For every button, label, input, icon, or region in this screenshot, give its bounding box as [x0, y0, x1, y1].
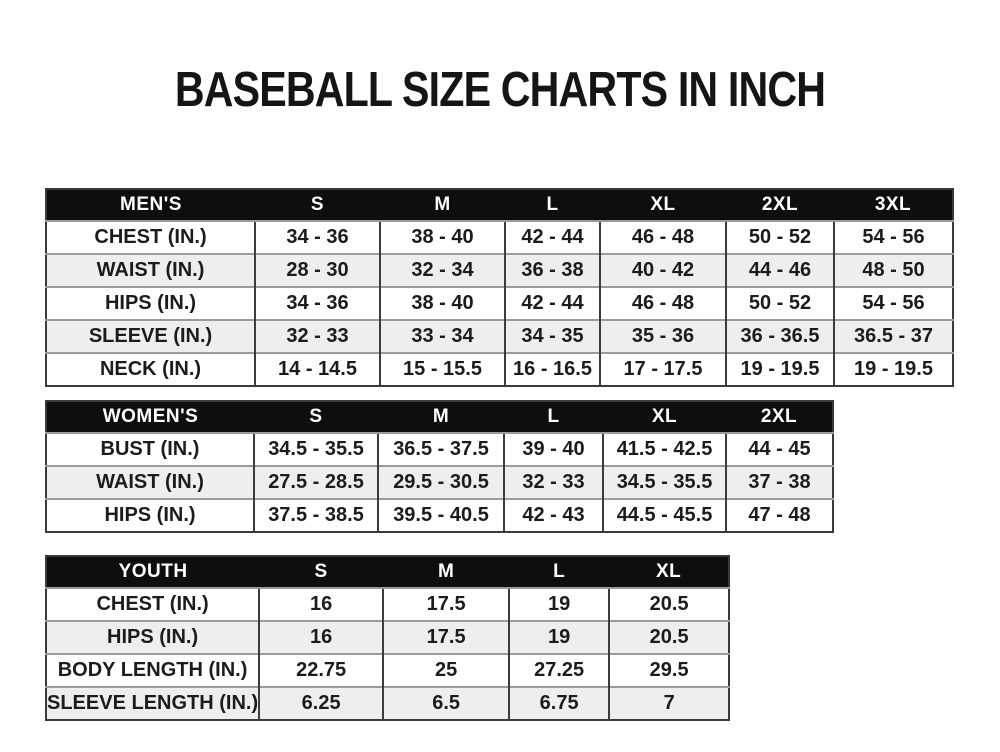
- table-row: [46, 466, 833, 499]
- measurement-value-cell: 38 - 40: [380, 221, 505, 254]
- measurement-value-cell: 17.5: [383, 588, 509, 621]
- measurement-label-cell: WAIST (IN.): [46, 254, 255, 287]
- measurement-value-cell: 7: [609, 687, 729, 720]
- measurement-value-cell: 6.5: [383, 687, 509, 720]
- measurement-label-cell: NECK (IN.): [46, 353, 255, 386]
- measurement-label-cell: BUST (IN.): [46, 433, 254, 466]
- measurement-value-cell: 34.5 - 35.5: [254, 433, 378, 466]
- table-row: [46, 320, 953, 353]
- womens-group-header: WOMEN'S: [46, 401, 254, 433]
- table-row: [46, 654, 729, 687]
- measurement-value-cell: 50 - 52: [726, 221, 834, 254]
- measurement-value-cell: 16: [259, 621, 383, 654]
- measurement-value-cell: 48 - 50: [834, 254, 953, 287]
- measurement-label-cell: HIPS (IN.): [46, 287, 255, 320]
- measurement-value-cell: 20.5: [609, 621, 729, 654]
- womens-size-table: [45, 400, 834, 533]
- measurement-value-cell: 46 - 48: [600, 287, 726, 320]
- measurement-value-cell: 29.5 - 30.5: [378, 466, 504, 499]
- measurement-value-cell: 37 - 38: [726, 466, 833, 499]
- size-column-header: M: [383, 556, 509, 588]
- mens-header-row: [46, 189, 953, 221]
- measurement-label-cell: CHEST (IN.): [46, 588, 259, 621]
- measurement-value-cell: 42 - 44: [505, 287, 600, 320]
- table-row: [46, 254, 953, 287]
- measurement-value-cell: 36.5 - 37: [834, 320, 953, 353]
- size-column-header: 2XL: [726, 189, 834, 221]
- measurement-value-cell: 40 - 42: [600, 254, 726, 287]
- table-row: [46, 353, 953, 386]
- measurement-value-cell: 32 - 33: [504, 466, 603, 499]
- measurement-value-cell: 19 - 19.5: [834, 353, 953, 386]
- measurement-value-cell: 32 - 34: [380, 254, 505, 287]
- measurement-value-cell: 16 - 16.5: [505, 353, 600, 386]
- measurement-value-cell: 20.5: [609, 588, 729, 621]
- womens-table: [45, 400, 834, 533]
- measurement-value-cell: 33 - 34: [380, 320, 505, 353]
- size-column-header: 3XL: [834, 189, 953, 221]
- measurement-label-cell: SLEEVE (IN.): [46, 320, 255, 353]
- measurement-value-cell: 15 - 15.5: [380, 353, 505, 386]
- measurement-value-cell: 35 - 36: [600, 320, 726, 353]
- size-column-header: XL: [600, 189, 726, 221]
- measurement-value-cell: 27.25: [509, 654, 609, 687]
- youth-header-row: [46, 556, 729, 588]
- measurement-label-cell: HIPS (IN.): [46, 621, 259, 654]
- measurement-value-cell: 42 - 43: [504, 499, 603, 532]
- womens-header-row: [46, 401, 833, 433]
- size-column-header: S: [259, 556, 383, 588]
- mens-size-table: [45, 188, 954, 387]
- measurement-value-cell: 6.25: [259, 687, 383, 720]
- size-column-header: L: [504, 401, 603, 433]
- table-row: [46, 588, 729, 621]
- measurement-value-cell: 27.5 - 28.5: [254, 466, 378, 499]
- youth-table: [45, 555, 730, 721]
- table-row: [46, 433, 833, 466]
- measurement-value-cell: 39 - 40: [504, 433, 603, 466]
- measurement-label-cell: SLEEVE LENGTH (IN.): [46, 687, 259, 720]
- measurement-value-cell: 47 - 48: [726, 499, 833, 532]
- measurement-value-cell: 19: [509, 588, 609, 621]
- measurement-value-cell: 44.5 - 45.5: [603, 499, 726, 532]
- mens-table: [45, 188, 954, 387]
- measurement-value-cell: 17 - 17.5: [600, 353, 726, 386]
- measurement-value-cell: 54 - 56: [834, 221, 953, 254]
- page-title: BASEBALL SIZE CHARTS IN INCH: [174, 63, 826, 117]
- size-column-header: XL: [603, 401, 726, 433]
- measurement-value-cell: 41.5 - 42.5: [603, 433, 726, 466]
- measurement-value-cell: 19: [509, 621, 609, 654]
- size-column-header: M: [380, 189, 505, 221]
- measurement-value-cell: 34 - 35: [505, 320, 600, 353]
- size-column-header: S: [255, 189, 380, 221]
- measurement-value-cell: 34 - 36: [255, 221, 380, 254]
- measurement-value-cell: 22.75: [259, 654, 383, 687]
- measurement-label-cell: BODY LENGTH (IN.): [46, 654, 259, 687]
- table-row: [46, 287, 953, 320]
- measurement-value-cell: 19 - 19.5: [726, 353, 834, 386]
- table-row: [46, 621, 729, 654]
- measurement-value-cell: 44 - 45: [726, 433, 833, 466]
- size-column-header: 2XL: [726, 401, 833, 433]
- measurement-value-cell: 46 - 48: [600, 221, 726, 254]
- measurement-label-cell: CHEST (IN.): [46, 221, 255, 254]
- size-column-header: L: [509, 556, 609, 588]
- table-row: [46, 687, 729, 720]
- measurement-value-cell: 36 - 36.5: [726, 320, 834, 353]
- youth-size-table: [45, 555, 730, 721]
- measurement-value-cell: 37.5 - 38.5: [254, 499, 378, 532]
- measurement-value-cell: 54 - 56: [834, 287, 953, 320]
- size-column-header: S: [254, 401, 378, 433]
- measurement-label-cell: HIPS (IN.): [46, 499, 254, 532]
- measurement-value-cell: 14 - 14.5: [255, 353, 380, 386]
- measurement-value-cell: 39.5 - 40.5: [378, 499, 504, 532]
- measurement-value-cell: 28 - 30: [255, 254, 380, 287]
- measurement-value-cell: 36 - 38: [505, 254, 600, 287]
- measurement-value-cell: 36.5 - 37.5: [378, 433, 504, 466]
- measurement-value-cell: 17.5: [383, 621, 509, 654]
- size-column-header: XL: [609, 556, 729, 588]
- size-column-header: M: [378, 401, 504, 433]
- mens-group-header: MEN'S: [46, 189, 255, 221]
- measurement-value-cell: 34.5 - 35.5: [603, 466, 726, 499]
- measurement-value-cell: 42 - 44: [505, 221, 600, 254]
- measurement-value-cell: 6.75: [509, 687, 609, 720]
- measurement-value-cell: 29.5: [609, 654, 729, 687]
- measurement-value-cell: 32 - 33: [255, 320, 380, 353]
- measurement-label-cell: WAIST (IN.): [46, 466, 254, 499]
- table-row: [46, 499, 833, 532]
- measurement-value-cell: 34 - 36: [255, 287, 380, 320]
- table-row: [46, 221, 953, 254]
- measurement-value-cell: 38 - 40: [380, 287, 505, 320]
- measurement-value-cell: 50 - 52: [726, 287, 834, 320]
- youth-group-header: YOUTH: [46, 556, 259, 588]
- size-column-header: L: [505, 189, 600, 221]
- measurement-value-cell: 25: [383, 654, 509, 687]
- measurement-value-cell: 44 - 46: [726, 254, 834, 287]
- measurement-value-cell: 16: [259, 588, 383, 621]
